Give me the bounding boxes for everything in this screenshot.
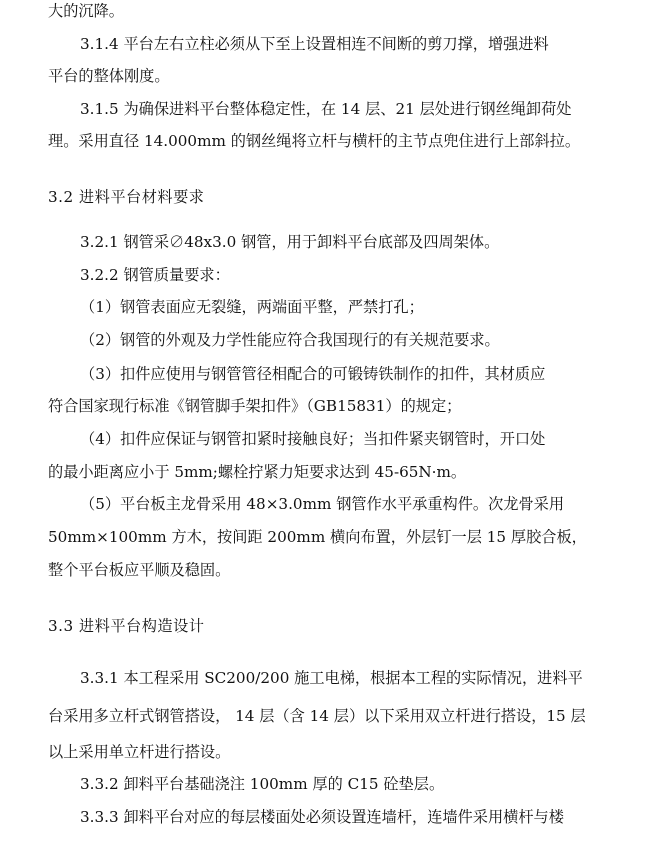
text-line-22: 3.3.2 卸料平台基础浇注 100mm 厚的 C15 砼垫层。 bbox=[80, 775, 445, 793]
text-line-14: 的最小距离应小于 5mm;螺栓拧紧力矩要求达到 45-65N·m。 bbox=[48, 463, 467, 481]
text-line-13: （4）扣件应保证与钢管扣紧时接触良好；当扣件紧夹钢管时，开口处 bbox=[80, 430, 546, 448]
section-heading-3-2: 3.2 进料平台材料要求 bbox=[48, 188, 205, 206]
text-line-5: 理。采用直径 14.000mm 的钢丝绳将立杆与横杆的主节点兜住进行上部斜拉。 bbox=[48, 132, 581, 150]
text-line-12: 符合国家现行标准《钢管脚手架扣件》（GB15831）的规定； bbox=[48, 397, 462, 415]
text-line-1: 大的沉降。 bbox=[48, 2, 124, 20]
text-line-4: 3.1.5 为确保进料平台整体稳定性，在 14 层、21 层处进行钢丝绳卸荷处 bbox=[80, 100, 572, 118]
text-line-10: （2）钢管的外观及力学性能应符合我国现行的有关规范要求。 bbox=[80, 331, 500, 349]
text-line-19: 3.3.1 本工程采用 SC200/200 施工电梯，根据本工程的实际情况，进料平 bbox=[80, 669, 583, 687]
text-line-2: 3.1.4 平台左右立柱必须从下至上设置相连不间断的剪刀撑，增强进料 bbox=[80, 35, 549, 53]
text-line-16: 50mm×100mm 方木，按间距 200mm 横向布置，外层钉一层 15 厚胶合板， bbox=[48, 528, 587, 546]
text-line-23: 3.3.3 卸料平台对应的每层楼面处必须设置连墙杆，连墙件采用横杆与楼 bbox=[80, 808, 564, 826]
text-line-9: （1）钢管表面应无裂缝，两端面平整，严禁打孔； bbox=[80, 298, 424, 316]
text-line-17: 整个平台板应平顺及稳固。 bbox=[48, 561, 231, 579]
section-heading-3-3: 3.3 进料平台构造设计 bbox=[48, 617, 205, 635]
text-line-15: （5）平台板主龙骨采用 48×3.0mm 钢管作水平承重构件。次龙骨采用 bbox=[80, 495, 565, 513]
text-line-21: 以上采用单立杆进行搭设。 bbox=[48, 743, 231, 761]
text-line-20: 台采用多立杆式钢管搭设， 14 层（含 14 层）以下采用双立杆进行搭设，15 层 bbox=[48, 707, 586, 725]
text-line-11: （3）扣件应使用与钢管管径相配合的可锻铸铁制作的扣件，其材质应 bbox=[80, 365, 546, 383]
text-line-7: 3.2.1 钢管采∅48x3.0 钢管，用于卸料平台底部及四周架体。 bbox=[80, 233, 500, 251]
text-line-3: 平台的整体刚度。 bbox=[48, 67, 170, 85]
text-line-8: 3.2.2 钢管质量要求： bbox=[80, 266, 230, 284]
